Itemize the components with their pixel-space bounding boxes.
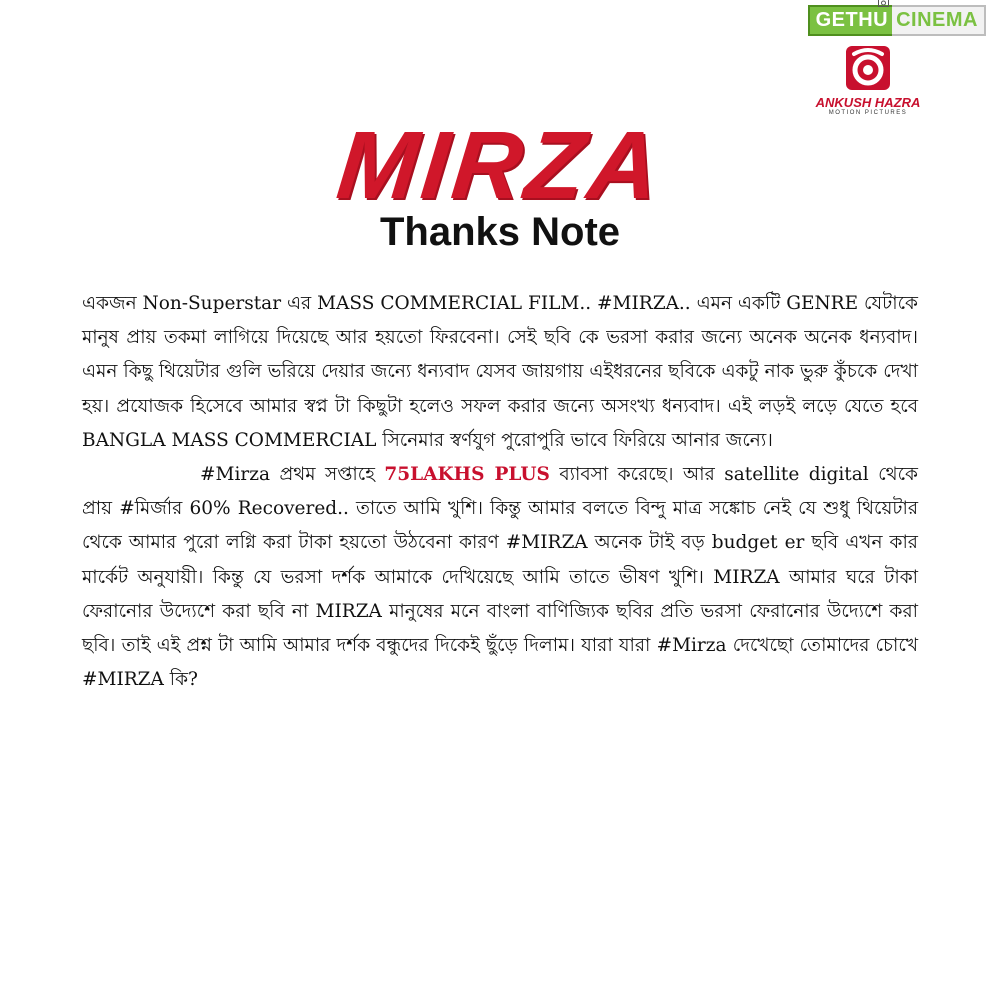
watermark-right-text: CINEMA bbox=[896, 8, 978, 31]
watermark-left: GETHU bbox=[808, 5, 893, 36]
collection-highlight: 75LAKHS PLUS bbox=[384, 464, 550, 486]
note-body bbox=[82, 287, 918, 697]
paragraph-2-rest: ব্যাবসা করেছে। আর satellite digital থেকে প্রায় #মির্জার 60% Recovered.. তাতে আমি খুশি। কিন্তু আমার বলতে বিন্দু মাত্র সঙ্কোচ নেই যে শুধু থিয়েটার থেকে আমার পুরো লগ্নি করা টাকা হয়তো উঠবেনা কারণ #MIRZA অনেক টাই বড় budget er ছবি এখন কার মার্কেট অনুযায়ী। কিন্তু যে ভরসা দর্শক আমাকে দেখিয়েছে আমি তাতে ভীষণ খুশি। MIRZA আমার ঘরে টাকা ফেরানোর উদ্যেশে করা ছবি না MIRZA মানুষের মনে বাংলা বাণিজ্যিক ছবির প্রতি ভরসা ফেরানোর উদ্যেশে করা ছবি। তাই এই প্রশ্ন টা আমি আমার দর্শক বন্ধুদের দিকেই ছুঁড়ে দিলাম। যারা যারা #Mirza দেখেছো তোমাদের চোখে #MIRZA কি? bbox=[82, 464, 918, 691]
paragraph-2 bbox=[82, 458, 918, 697]
paragraph-2-start: #Mirza প্রথম সপ্তাহে bbox=[200, 464, 385, 486]
logo-subtitle: MOTION PICTURES bbox=[828, 110, 908, 116]
logo-name: ANKUSH HAZRA bbox=[815, 95, 921, 110]
watermark-right bbox=[892, 5, 986, 36]
watermark bbox=[808, 6, 986, 34]
film-title: MIRZA bbox=[332, 112, 668, 219]
production-logo-icon bbox=[844, 44, 892, 92]
note-heading: Thanks Note bbox=[379, 210, 621, 254]
production-logo bbox=[808, 44, 928, 117]
paragraph-1: একজন Non-Superstar এর MASS COMMERCIAL FILM.. #MIRZA.. এমন একটি GENRE যেটাকে মানুষ প্রায় তকমা লাগিয়ে দিয়েছে আর হয়তো ফিরবেনা। সেই ছবি কে ভরসা করার জন্যে অনেক অনেক ধন্যবাদ। এমন কিছু থিয়েটার গুলি ভরিয়ে দেয়ার জন্যে ধন্যবাদ যেসব জায়গায় এইধরনের ছবিকে একটু নাক ভুরু কুঁচকে দেখা হয়। প্রযোজক হিসেবে আমার স্বপ্ন টা কিছুটা হলেও সফল করার জন্যে অসংখ্য ধন্যবাদ। এই লড়ই লড়ে যেতে হবে BANGLA MASS COMMERCIAL সিনেমার স্বর্ণযুগ পুরোপুরি ভাবে ফিরিয়ে আনার জন্যে। bbox=[82, 293, 918, 451]
camera-icon bbox=[878, 0, 892, 7]
